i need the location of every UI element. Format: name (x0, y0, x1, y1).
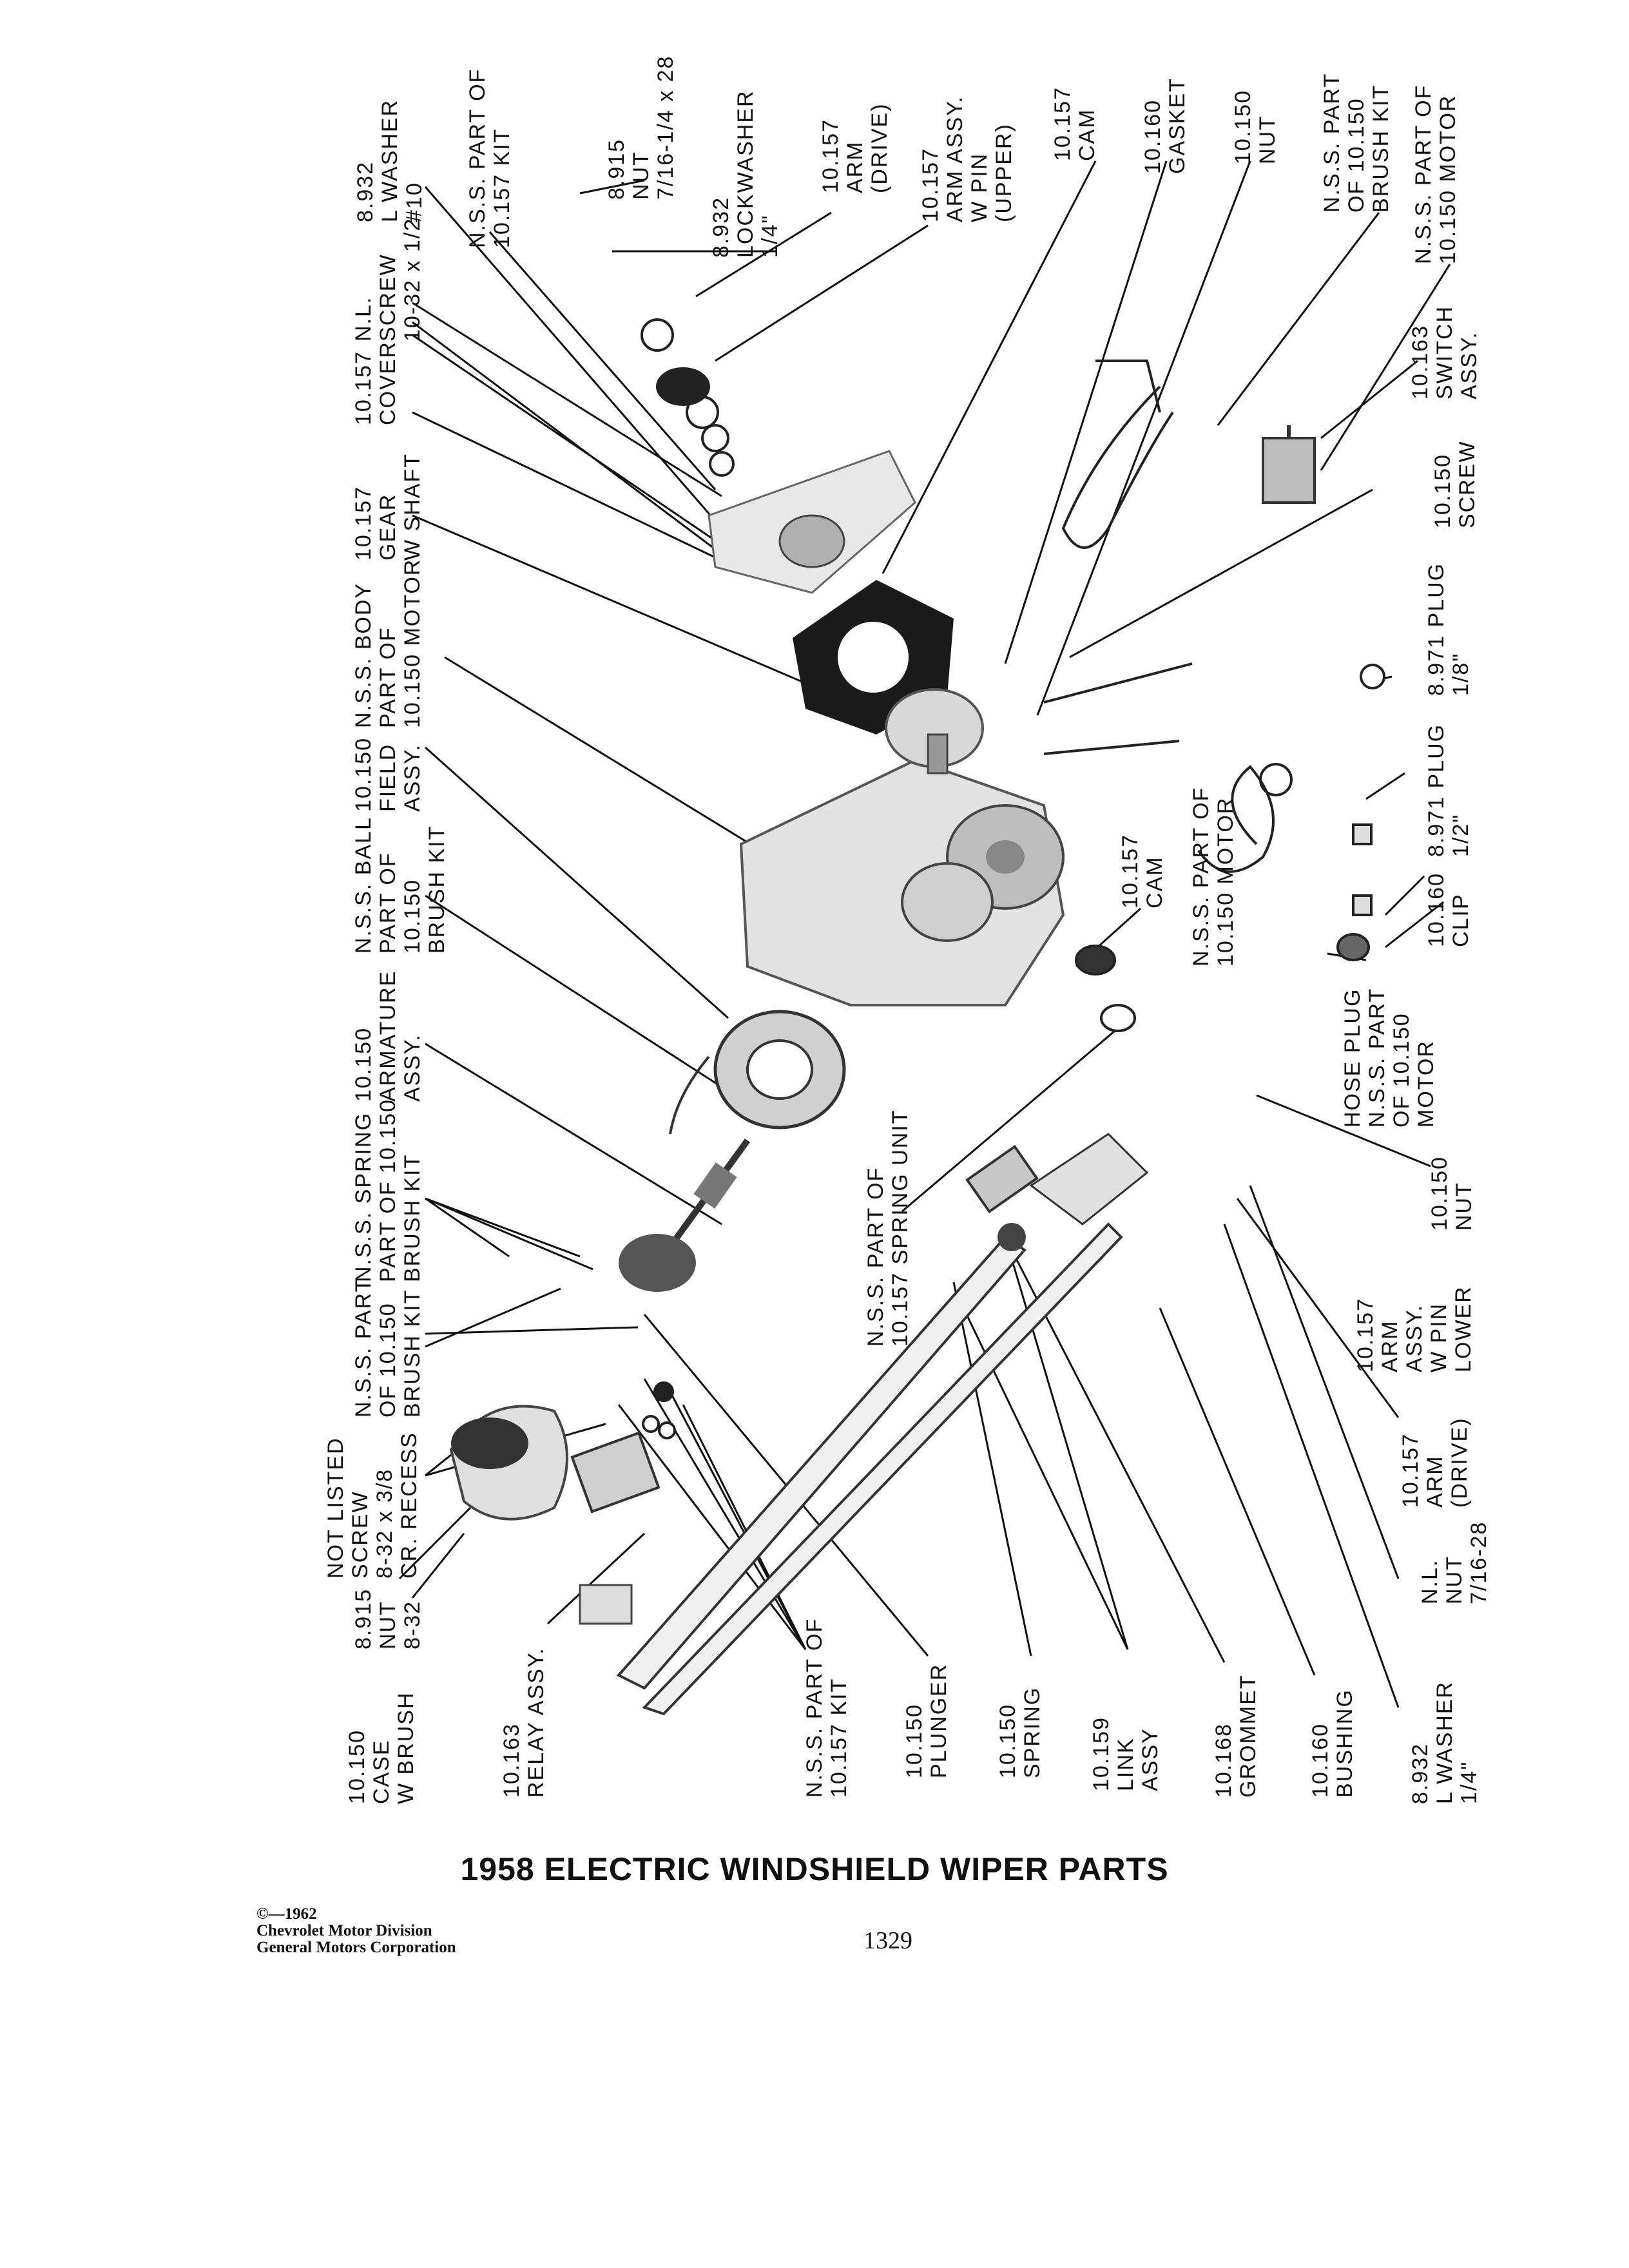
label-plunger: 10.150 PLUNGER (902, 1663, 951, 1778)
motor-body (741, 760, 1063, 1005)
label-relay-assy: 10.163 RELAY ASSY. (499, 1647, 548, 1798)
label-arm-drive-top: 10.157 ARM (DRIVE) (818, 102, 892, 193)
copyright-credit: ©—1962 Chevrolet Motor Division General Motors Corporation (256, 1905, 456, 1956)
case-with-brush (451, 1407, 567, 1519)
label-clip: 10.160 CLIP (1424, 872, 1473, 947)
gear-with-shaft (886, 689, 983, 773)
label-nss-body: N.S.S. BODY PART OF 10.150 MOTOR (351, 558, 425, 728)
label-nss-brush-kit-top-right: N.S.S. PART OF 10.150 BRUSH KIT (1320, 72, 1393, 213)
spring-unit (967, 1134, 1147, 1224)
label-plug-12: 8.971 PLUG 1/2" (1424, 723, 1473, 857)
label-plug-18: 8.971 PLUG 1/8" (1424, 562, 1473, 696)
page-number: 1329 (863, 1927, 912, 1954)
label-cam-top: 10.157 CAM (1050, 86, 1099, 161)
label-arm-drive-mid: 10.157 ARM (DRIVE) (1398, 1417, 1472, 1508)
switch-assembly (1263, 425, 1315, 503)
label-nss-spring: N.S.S. SPRING PART OF 10.150 BRUSH KIT (351, 1098, 425, 1282)
label-field-assy: 10.150 FIELD ASSY. (351, 737, 425, 812)
label-nss-part-brush-kit: N.S.S. PART OF 10.150 BRUSH KIT (351, 1277, 425, 1418)
label-nss-ball: N.S.S. BALL PART OF 10.150 BRUSH KIT (351, 816, 449, 954)
label-l-washer-10: 8.932 L WASHER #10 (353, 99, 427, 222)
label-cover: 10.157 COVER (351, 341, 400, 425)
label-case-with-brush: 10.150 CASE W BRUSH (345, 1691, 418, 1804)
armature (619, 1140, 747, 1292)
label-screw-10150: 10.150 SCREW (1431, 440, 1480, 528)
label-armature-assy: 10.150 ARMATURE ASSY. (351, 970, 425, 1102)
label-hose-plug: HOSE PLUG N.S.S. PART OF 10.150 MOTOR (1340, 987, 1438, 1128)
page-caption: 1958 ELECTRIC WINDSHIELD WIPER PARTS (460, 1851, 1169, 1887)
relay-assembly (572, 1433, 659, 1624)
label-not-listed-screw: NOT LISTED SCREW 8-32 x 3/8 CR. RECESS (323, 1432, 421, 1579)
label-nl-screw: N.L. SCREW 10-32 x 1/2 (351, 217, 425, 341)
field-assembly (670, 1012, 844, 1134)
label-nss-part-157-kit-bottom: N.S.S. PART OF 10.157 KIT (802, 1617, 851, 1798)
label-nut-8915-832: 8.915 NUT 8-32 (351, 1588, 425, 1649)
label-gasket: 10.160 GASKET (1141, 77, 1190, 174)
label-nut-10150-mid: 10.150 NUT (1427, 1156, 1476, 1231)
label-nut-8915-top: 8.915 NUT 7/16-1/4 x 28 (604, 55, 678, 200)
label-l-washer-14: 8.932 L WASHER 1/4" (1408, 1680, 1481, 1804)
label-gear-with-shaft: 10.157 GEAR W SHAFT (351, 453, 425, 561)
label-bushing: 10.160 BUSHING (1308, 1689, 1357, 1798)
label-nss-part-motor-mid: N.S.S. PART OF 10.150 MOTOR (1189, 786, 1238, 966)
label-nss-part-157-kit-top: N.S.S. PART OF 10.157 KIT (465, 68, 514, 248)
label-cam-mid: 10.157 CAM (1118, 834, 1167, 908)
label-spring-10150: 10.150 SPRING (996, 1686, 1045, 1778)
label-arm-assy-upper: 10.157 ARM ASSY. W PIN (UPPER) (918, 95, 1016, 222)
label-nut-10150-top: 10.150 NUT (1231, 90, 1280, 164)
label-nss-motor-top-right: N.S.S. PART OF 10.150 MOTOR (1411, 84, 1460, 264)
label-link-assy: 10.159 LINK ASSY (1089, 1716, 1162, 1791)
label-switch-assy: 10.163 SWITCH ASSY. (1408, 305, 1481, 399)
label-nss-spring-unit: N.S.S. PART OF 10.157 SPRING UNIT (863, 1109, 912, 1347)
label-arm-assy-lower: 10.157 ARM ASSY. W PIN LOWER (1353, 1285, 1476, 1372)
label-grommet: 10.168 GROMMET (1211, 1674, 1260, 1798)
label-lockwasher: 8.932 LOCKWASHER 1/4" (709, 90, 782, 258)
label-nl-nut: N.L. NUT 7/16-28 (1418, 1521, 1491, 1604)
